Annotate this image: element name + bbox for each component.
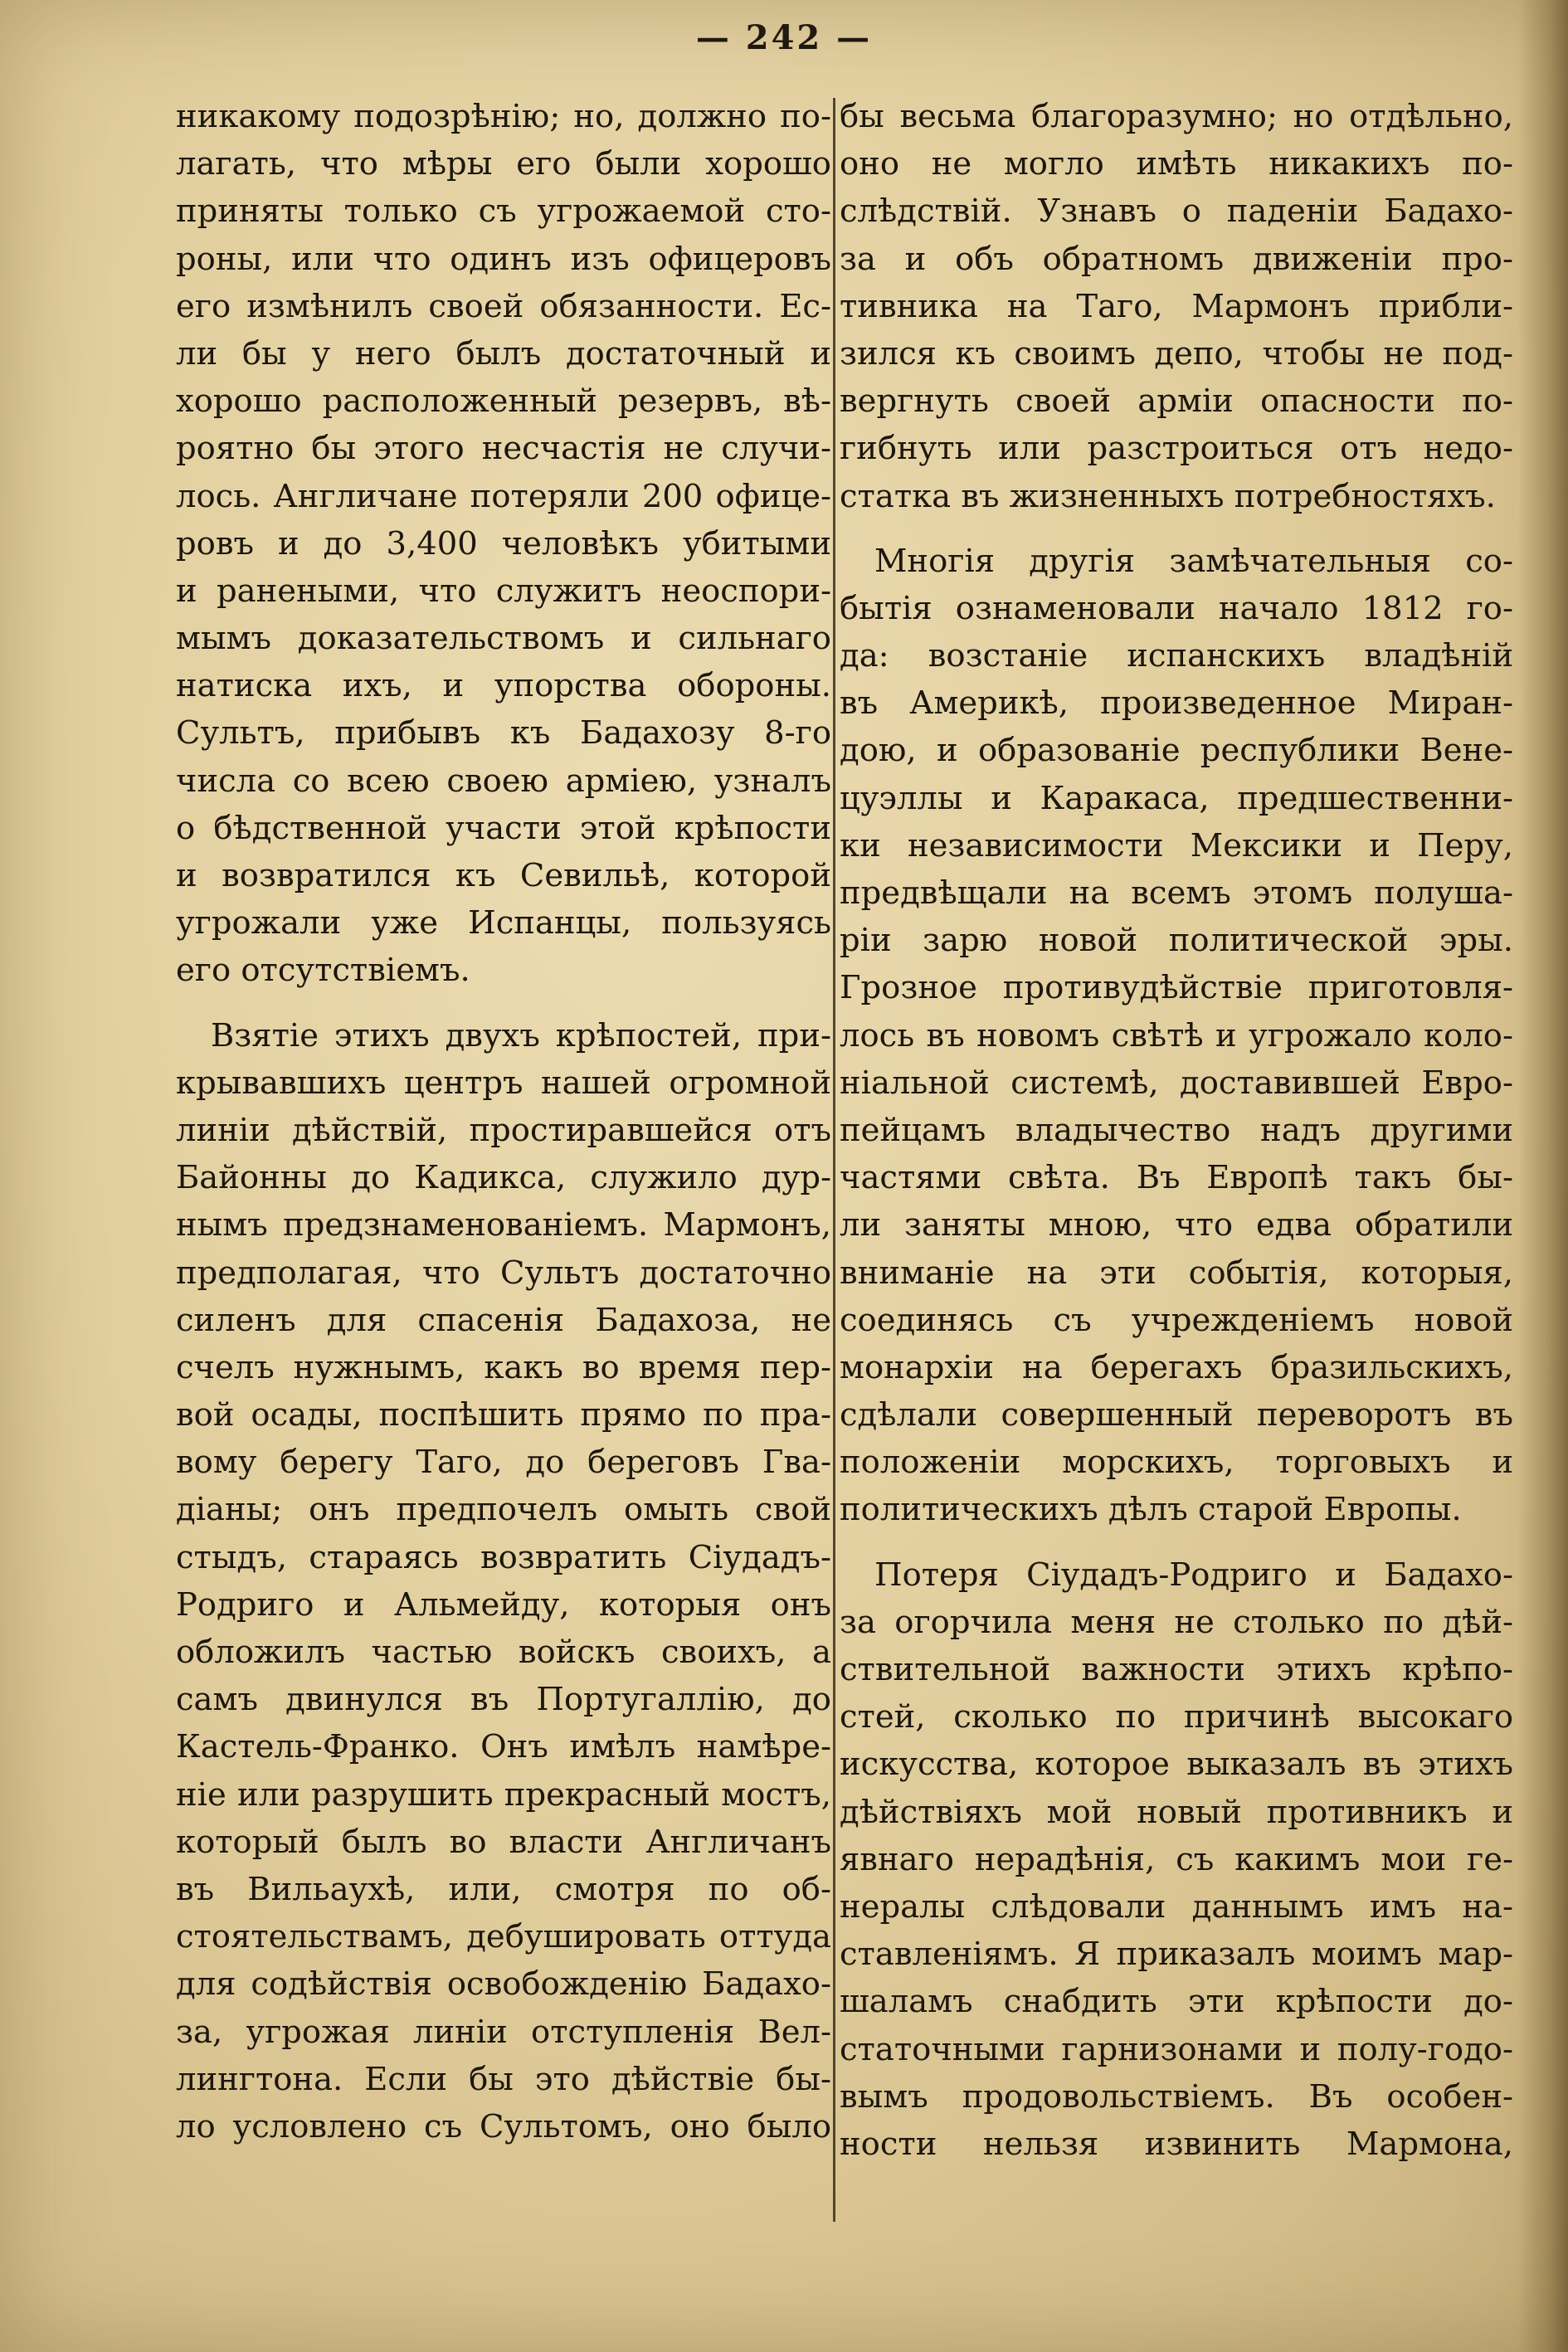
text-line: нымъ предзнаменованіемъ. Мармонъ,: [176, 1206, 831, 1244]
text-line: въ Америкѣ, произведенное Миран-: [840, 684, 1513, 723]
text-line: линіи дѣйствій, простиравшейся отъ: [176, 1111, 831, 1149]
text-line: явнаго нерадѣнія, съ какимъ мои ге-: [840, 1840, 1513, 1878]
text-line: числа со всею своею арміею, узналъ: [176, 762, 831, 800]
text-line: за и объ обратномъ движеніи про-: [840, 240, 1513, 278]
text-line: Грозное противудѣйствіе приготовля-: [840, 969, 1513, 1007]
text-line: Потеря Сіудадъ-Родриго и Бадахо-: [874, 1556, 1513, 1594]
right-text-column: [840, 93, 1513, 2325]
text-line: тивника на Таго, Мармонъ прибли-: [840, 287, 1513, 325]
text-line: бытія ознаменовали начало 1812 го-: [840, 589, 1513, 627]
text-line: дою, и образованіе республики Вене-: [840, 732, 1513, 770]
text-line: Сультъ, прибывъ къ Бадахозу 8-го: [176, 714, 831, 752]
text-line: оно не могло имѣть никакихъ по-: [840, 145, 1513, 183]
text-line: вергнуть своей арміи опасности по-: [840, 382, 1513, 421]
text-line: роны, или что одинъ изъ офицеровъ: [176, 240, 831, 278]
text-line: его измѣнилъ своей обязанности. Ес-: [176, 287, 831, 325]
column-divider: [833, 98, 835, 2222]
text-line: счелъ нужнымъ, какъ во время пер-: [176, 1348, 831, 1386]
text-line: о бѣдственной участи этой крѣпости: [176, 809, 831, 847]
text-line: въ Вильаухѣ, или, смотря по об-: [176, 1870, 831, 1908]
text-line: самъ двинулся въ Португаллію, до: [176, 1681, 831, 1719]
text-line: Кастель-Франко. Онъ имѣлъ намѣре-: [176, 1728, 831, 1766]
text-line: Взятіе этихъ двухъ крѣпостей, при-: [211, 1016, 831, 1054]
text-line: хорошо расположенный резервъ, вѣ-: [176, 382, 831, 421]
text-line: Многія другія замѣчательныя со-: [874, 542, 1513, 580]
text-line: положеніи морскихъ, торговыхъ и: [840, 1444, 1513, 1482]
text-line: крывавшихъ центръ нашей огромной: [176, 1064, 831, 1102]
left-text-column: [176, 93, 831, 2325]
text-line: соединясь съ учрежденіемъ новой: [840, 1301, 1513, 1339]
text-line: ли бы у него былъ достаточный и: [176, 334, 831, 373]
text-line: монархіи на берегахъ бразильскихъ,: [840, 1348, 1513, 1386]
text-line: нералы слѣдовали даннымъ имъ на-: [840, 1887, 1513, 1926]
text-line: діаны; онъ предпочелъ омыть свой: [176, 1491, 831, 1529]
text-line: ствительной важности этихъ крѣпо-: [840, 1651, 1513, 1688]
text-line: стей, сколько по причинѣ высокаго: [840, 1698, 1513, 1736]
text-line: вниманіе на эти событія, которыя,: [840, 1254, 1513, 1292]
text-line: стыдъ, стараясь возвратить Сіудадъ-: [176, 1538, 831, 1576]
text-line: цуэллы и Каракаса, предшественни-: [840, 779, 1513, 817]
text-line: ки независимости Мексики и Перу,: [840, 826, 1513, 864]
text-line: приняты только съ угрожаемой сто-: [176, 192, 831, 231]
text-line: Родриго и Альмейду, которыя онъ: [176, 1585, 831, 1624]
text-line: вымъ продовольствіемъ. Въ особен-: [840, 2077, 1513, 2116]
text-line: роятно бы этого несчастія не случи-: [176, 430, 831, 468]
text-line: его отсутствіемъ.: [176, 952, 470, 990]
text-line: пейцамъ владычество надъ другими: [840, 1111, 1513, 1149]
text-line: бы весьма благоразумно; но отдѣльно,: [840, 98, 1513, 135]
text-line: искусства, которое выказалъ въ этихъ: [840, 1746, 1513, 1784]
paragraph-gap: [176, 995, 831, 1012]
text-line: лингтона. Если бы это дѣйствіе бы-: [176, 2060, 831, 2098]
text-line: предвѣщали на всемъ этомъ полуша-: [840, 874, 1513, 912]
text-line: за огорчила меня не столько по дѣй-: [840, 1603, 1513, 1641]
text-line: никакому подозрѣнію; но, должно по-: [176, 98, 831, 135]
text-line: лагать, что мѣры его были хорошо: [176, 145, 831, 183]
text-line: силенъ для спасенія Бадахоза, не: [176, 1301, 831, 1339]
text-line: гибнуть или разстроиться отъ недо-: [840, 430, 1513, 468]
text-line: лось. Англичане потеряли 200 офице-: [176, 477, 831, 515]
text-line: ніе или разрушить прекрасный мостъ,: [176, 1775, 831, 1814]
text-line: лось въ новомъ свѣтѣ и угрожало коло-: [840, 1016, 1513, 1054]
text-line: стоятельствамъ, дебушировать оттуда: [176, 1918, 831, 1956]
paragraph-gap: [840, 520, 1513, 538]
text-line: вому берегу Таго, до береговъ Гва-: [176, 1444, 831, 1482]
text-line: ности нельзя извинить Мармона,: [840, 2125, 1513, 2163]
text-line: статка въ жизненныхъ потребностяхъ.: [840, 477, 1496, 515]
text-line: да: возстаніе испанскихъ владѣній: [840, 637, 1513, 675]
text-line: слѣдствій. Узнавъ о паденіи Бадахо-: [840, 192, 1513, 231]
text-line: частями свѣта. Въ Европѣ такъ бы-: [840, 1159, 1513, 1197]
text-line: и возвратился къ Севильѣ, которой: [176, 857, 831, 894]
text-line: мымъ доказательствомъ и сильнаго: [176, 620, 831, 658]
text-line: ріи зарю новой политической эры.: [840, 922, 1513, 960]
text-line: сдѣлали совершенный переворотъ въ: [840, 1396, 1513, 1434]
text-line: ставленіямъ. Я приказалъ моимъ мар-: [840, 1936, 1513, 1974]
text-line: обложилъ частью войскъ своихъ, а: [176, 1634, 831, 1671]
text-line: который былъ во власти Англичанъ: [176, 1823, 831, 1861]
text-line: предполагая, что Сультъ достаточно: [176, 1254, 831, 1292]
text-line: статочными гарнизонами и полу-годо-: [840, 2030, 1513, 2068]
text-line: Байонны до Кадикса, служило дур-: [176, 1159, 831, 1197]
text-line: ніальной системѣ, доставившей Евро-: [840, 1064, 1513, 1102]
text-line: угрожали уже Испанцы, пользуясь: [176, 904, 831, 942]
text-line: дѣйствіяхъ мой новый противникъ и: [840, 1793, 1513, 1831]
text-line: за, угрожая линіи отступленія Вел-: [176, 2013, 831, 2051]
text-line: для содѣйствія освобожденію Бадахо-: [176, 1965, 831, 2004]
text-line: вой осады, поспѣшить прямо по пра-: [176, 1396, 831, 1434]
page-gutter-shadow: [1518, 0, 1568, 2352]
page-number: — 242 —: [695, 18, 873, 57]
text-line: и ранеными, что служитъ неоспори-: [176, 572, 831, 610]
text-line: натиска ихъ, и упорства обороны.: [176, 667, 831, 705]
text-line: ли заняты мною, что едва обратили: [840, 1206, 1513, 1244]
text-line: ло условлено съ Сультомъ, оно было: [176, 2107, 831, 2145]
paragraph-gap: [840, 1534, 1513, 1551]
text-line: ровъ и до 3,400 человѣкъ убитыми: [176, 524, 831, 562]
text-line: политическихъ дѣлъ старой Европы.: [840, 1491, 1462, 1529]
text-line: зился къ своимъ депо, чтобы не под-: [840, 334, 1513, 373]
text-line: шаламъ снабдить эти крѣпости до-: [840, 1983, 1513, 2021]
